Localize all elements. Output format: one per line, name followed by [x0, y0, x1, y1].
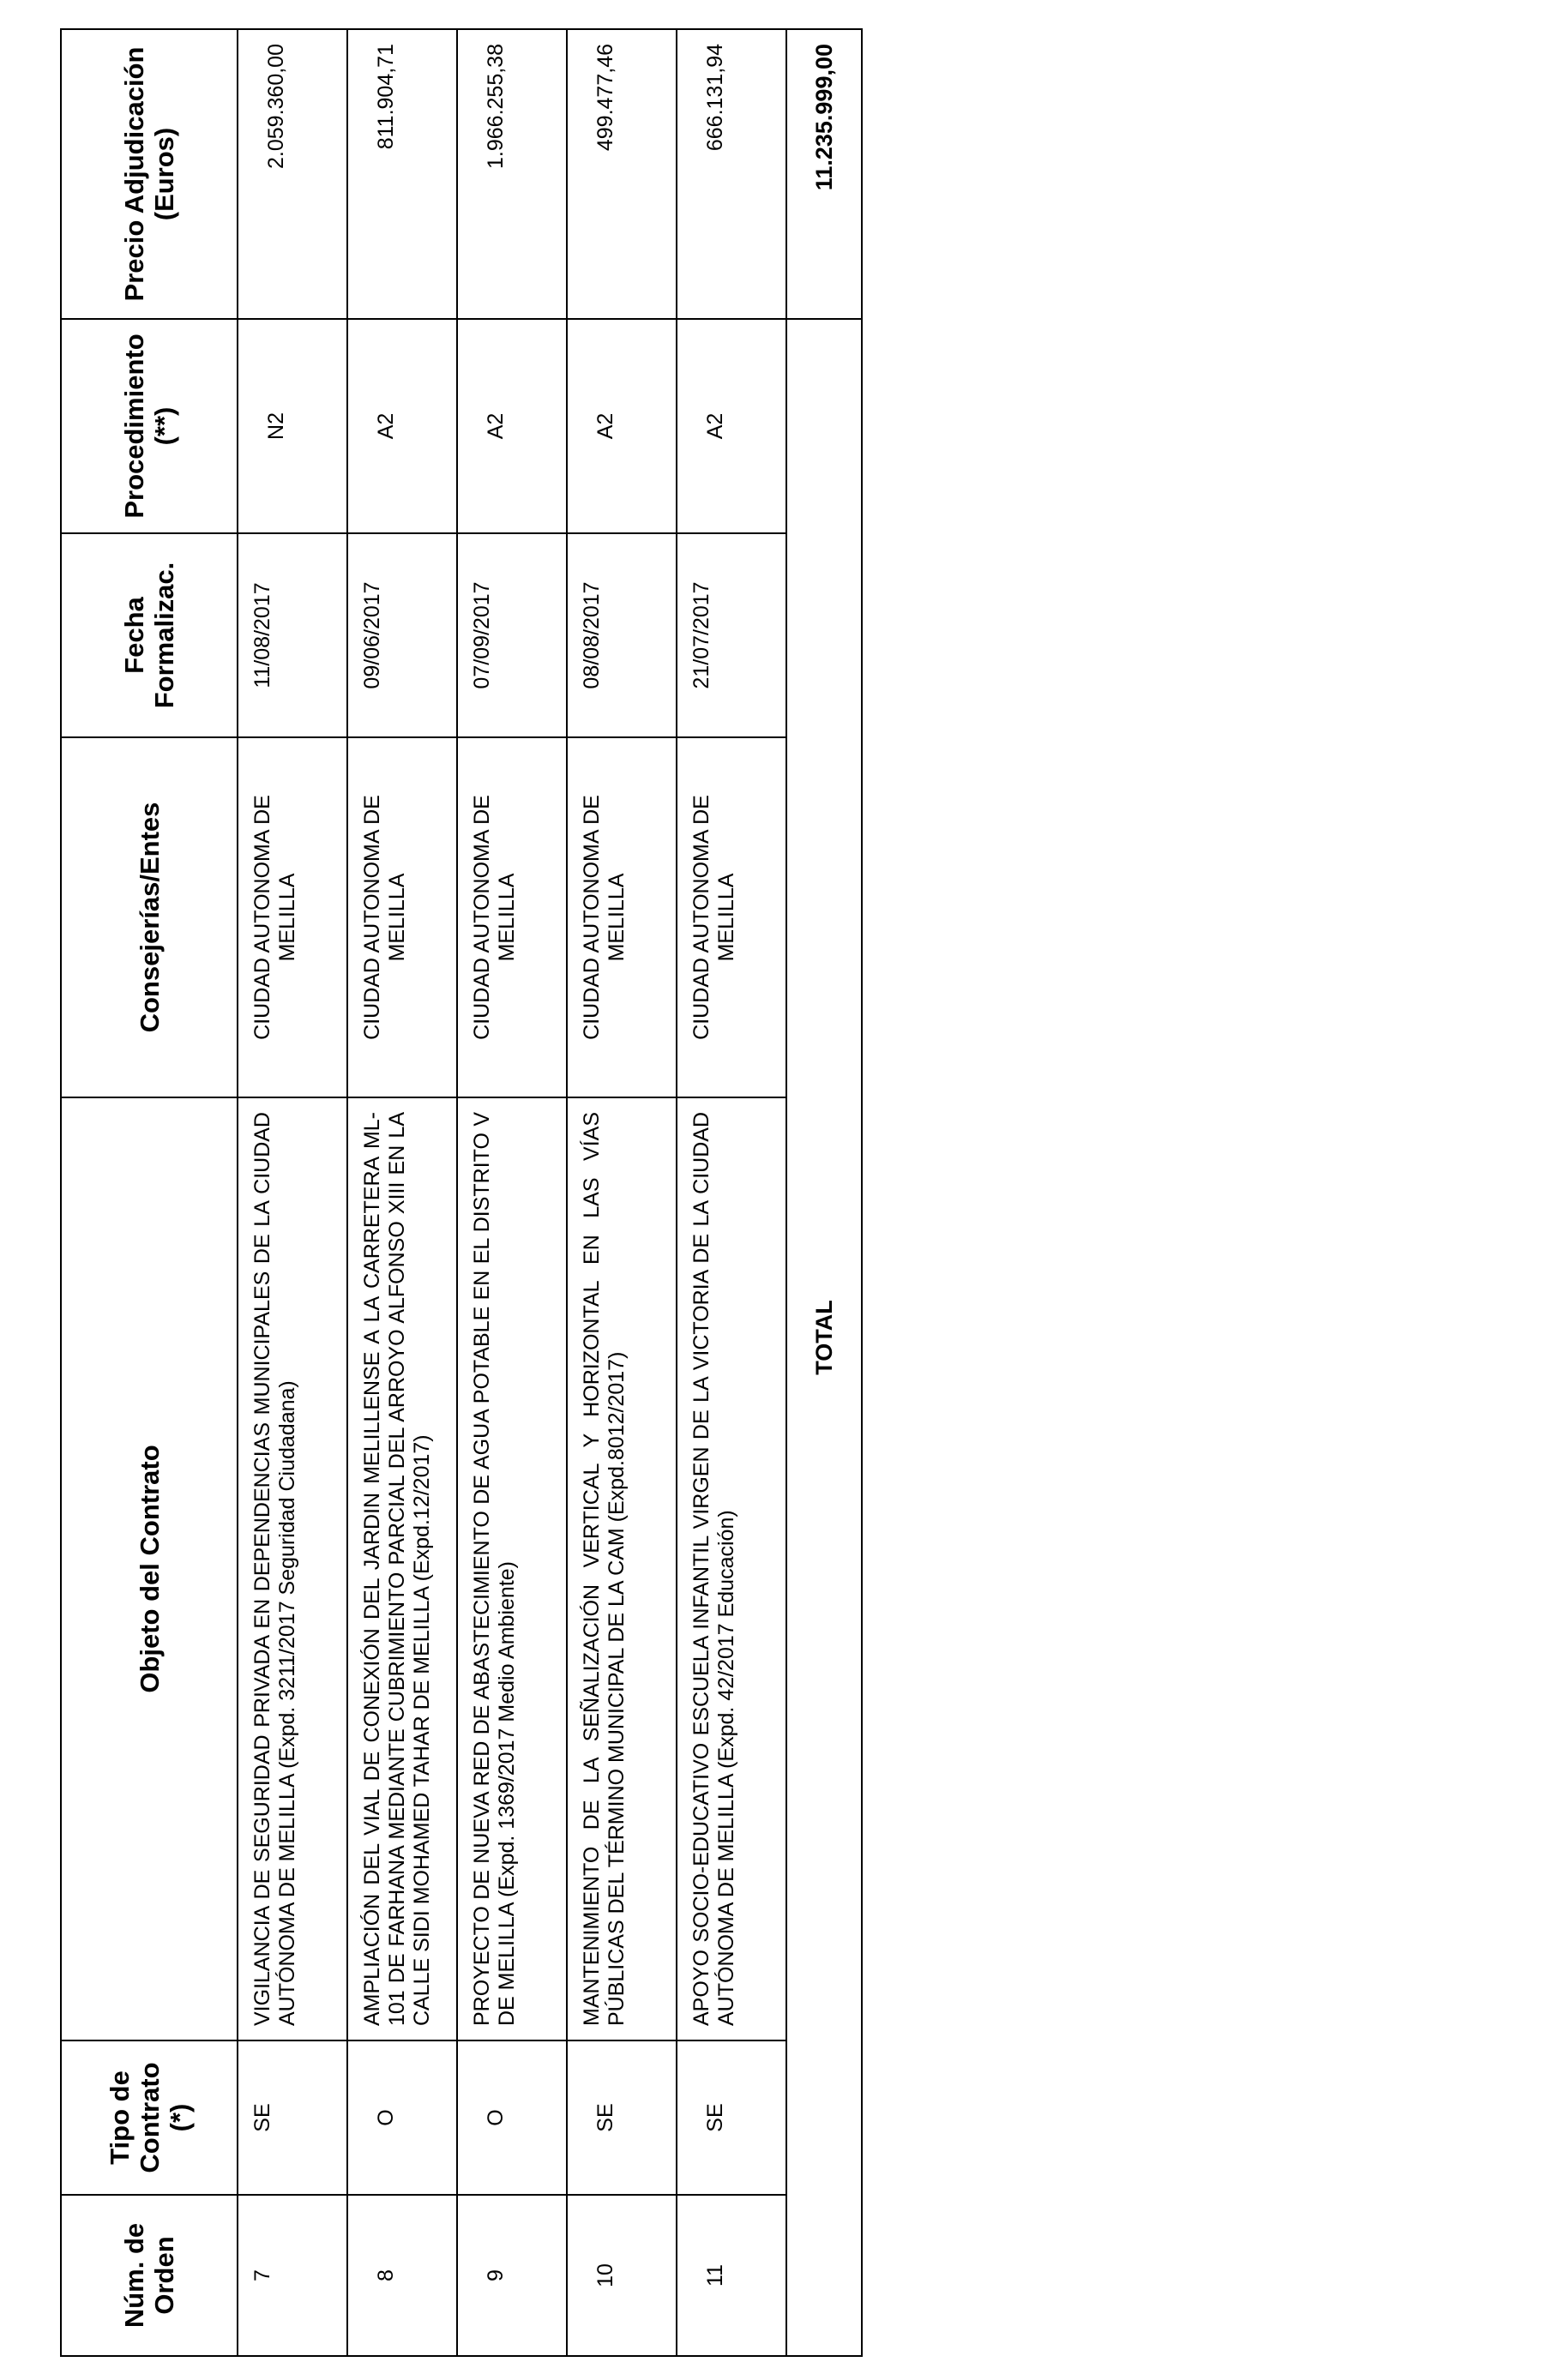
cell-fecha: 07/09/2017 [457, 533, 567, 737]
cell-objeto: PROYECTO DE NUEVA RED DE ABASTECIMIENTO DE AGUA POTABLE EN EL DISTRITO V DE MELILLA (Expd. 1369/2017 Medio Ambiente) [457, 1097, 567, 2040]
cell-consejerias: CIUDAD AUTONOMA DE MELILLA [567, 737, 677, 1097]
cell-procedimiento: A2 [457, 319, 567, 533]
cell-tipo: SE [238, 2040, 347, 2195]
cell-precio: 1.966.255,38 [457, 29, 567, 319]
table-header-row [61, 29, 238, 2356]
cell-consejerias: CIUDAD AUTONOMA DE MELILLA [238, 737, 347, 1097]
cell-num: 7 [238, 2195, 347, 2356]
header-procedimiento: Procedimiento (**) [61, 319, 238, 533]
table-row [677, 29, 786, 2356]
cell-num: 11 [677, 2195, 786, 2356]
header-consejerias-entes: Consejerías/Entes [61, 737, 238, 1097]
cell-num: 10 [567, 2195, 677, 2356]
header-objeto-contrato: Objeto del Contrato [61, 1097, 238, 2040]
header-num-orden: Núm. de Orden [61, 2195, 238, 2356]
cell-precio: 2.059.360,00 [238, 29, 347, 319]
cell-fecha: 11/08/2017 [238, 533, 347, 737]
cell-fecha: 09/06/2017 [347, 533, 457, 737]
cell-tipo: O [347, 2040, 457, 2195]
cell-num: 8 [347, 2195, 457, 2356]
cell-fecha: 21/07/2017 [677, 533, 786, 737]
header-fecha-formalizacion: Fecha Formalizac. [61, 533, 238, 737]
cell-tipo: SE [677, 2040, 786, 2195]
table-row [457, 29, 567, 2356]
cell-procedimiento: A2 [347, 319, 457, 533]
cell-precio: 499.477,46 [567, 29, 677, 319]
total-value: 11.235.999,00 [786, 29, 862, 319]
cell-objeto: APOYO SOCIO-EDUCATIVO ESCUELA INFANTIL VIRGEN DE LA VICTORIA DE LA CIUDAD AUTÓNOMA DE MELILLA (Expd. 42/2017 Educación) [677, 1097, 786, 2040]
table-row [347, 29, 457, 2356]
cell-consejerias: CIUDAD AUTONOMA DE MELILLA [347, 737, 457, 1097]
contracts-table [60, 28, 863, 2357]
total-row [786, 29, 862, 2356]
cell-precio: 811.904,71 [347, 29, 457, 319]
cell-objeto: AMPLIACIÓN DEL VIAL DE CONEXIÓN DEL JARDIN MELILLENSE A LA CARRETERA ML-101 DE FARHANA MEDIANTE CUBRIMIENTO PARCIAL DEL ARROYO ALFONSO XIII EN LA CALLE SIDI MOHAMED TAHAR DE MELILLA (Expd.12/2017) [347, 1097, 457, 2040]
cell-objeto: MANTENIMIENTO DE LA SEÑALIZACIÓN VERTICAL Y HORIZONTAL EN LAS VÍAS PÚBLICAS DEL TÉRMINO MUNICIPAL DE LA CAM (Expd.8012/2017) [567, 1097, 677, 2040]
cell-tipo: O [457, 2040, 567, 2195]
cell-fecha: 08/08/2017 [567, 533, 677, 737]
cell-procedimiento: A2 [677, 319, 786, 533]
cell-procedimiento: N2 [238, 319, 347, 533]
cell-precio: 666.131,94 [677, 29, 786, 319]
table-row [567, 29, 677, 2356]
table-row [238, 29, 347, 2356]
cell-consejerias: CIUDAD AUTONOMA DE MELILLA [457, 737, 567, 1097]
total-label: TOTAL [786, 319, 862, 2356]
cell-tipo: SE [567, 2040, 677, 2195]
cell-num: 9 [457, 2195, 567, 2356]
cell-procedimiento: A2 [567, 319, 677, 533]
header-precio-adjudicacion: Precio Adjudicación (Euros) [61, 29, 238, 319]
cell-objeto: VIGILANCIA DE SEGURIDAD PRIVADA EN DEPENDENCIAS MUNICIPALES DE LA CIUDAD AUTÓNOMA DE MELILLA (Expd. 3211/2017 Seguridad Ciudadana) [238, 1097, 347, 2040]
cell-consejerias: CIUDAD AUTONOMA DE MELILLA [677, 737, 786, 1097]
header-tipo-contrato: Tipo de Contrato (*) [61, 2040, 238, 2195]
